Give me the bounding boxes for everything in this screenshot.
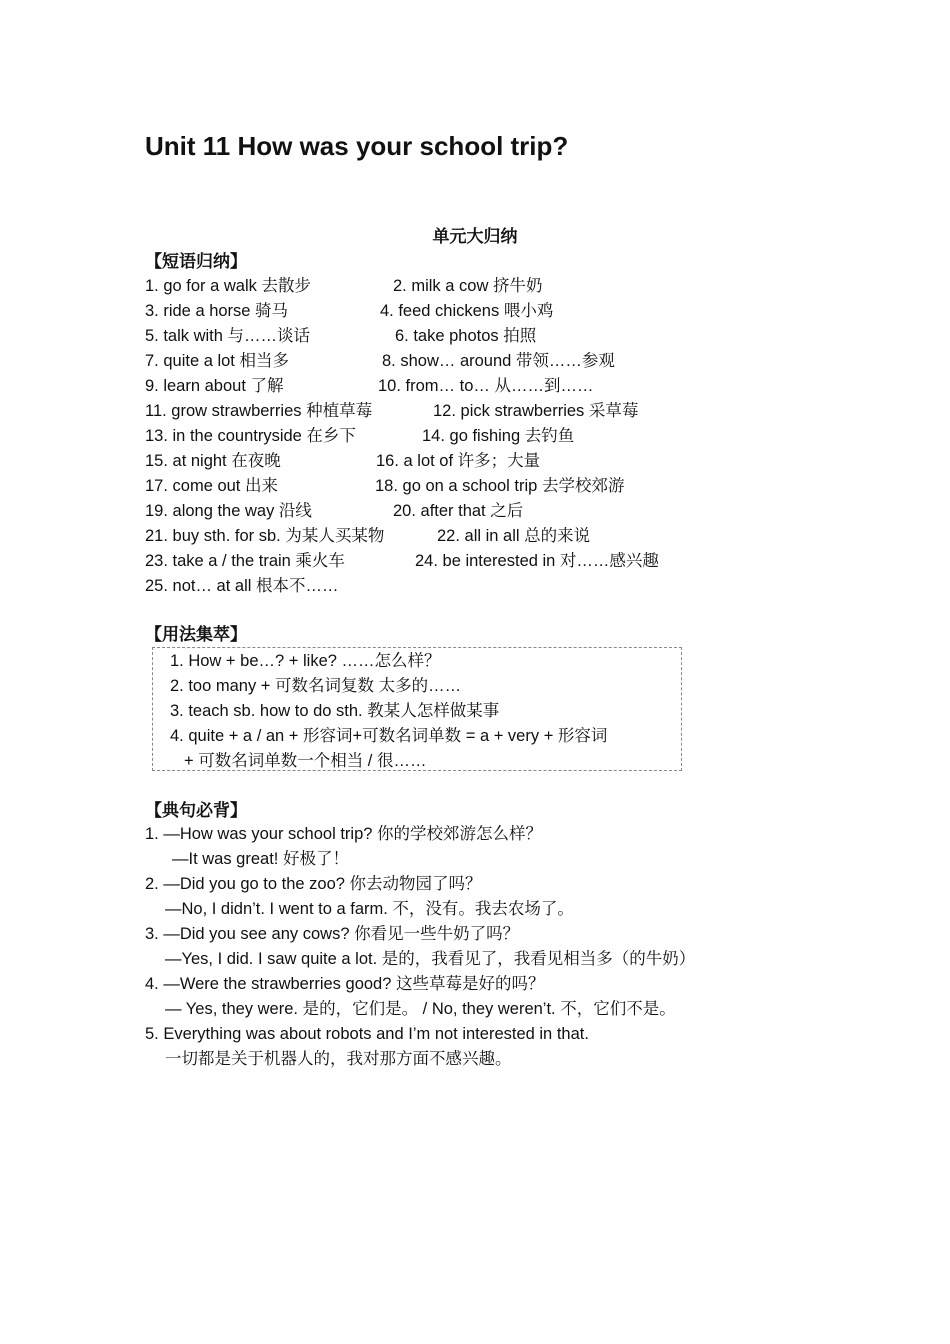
sentence-line: —Yes, I did. I saw quite a lot. 是的，我看见了，我看见相当多（的牛奶） bbox=[165, 950, 696, 968]
sentence-line: — Yes, they were. 是的，它们是。 / No, they weren’t. 不，它们不是。 bbox=[165, 1000, 676, 1018]
phrase-item: 16. a lot of 许多；大量 bbox=[376, 452, 541, 470]
phrase-row bbox=[145, 324, 785, 349]
sentence-line: 5. Everything was about robots and I’m not interested in that. bbox=[145, 1025, 589, 1043]
phrase-item: 22. all in all 总的来说 bbox=[437, 527, 591, 545]
sentences-heading: 【典句必背】 bbox=[145, 801, 247, 820]
phrases-heading: 【短语归纳】 bbox=[145, 252, 247, 271]
phrase-row bbox=[145, 374, 785, 399]
phrase-item: 24. be interested in 对……感兴趣 bbox=[415, 552, 659, 570]
phrase-item: 4. feed chickens 喂小鸡 bbox=[380, 302, 554, 320]
sentence-line: 一切都是关于机器人的，我对那方面不感兴趣。 bbox=[165, 1050, 512, 1068]
phrase-item: 17. come out 出来 bbox=[145, 477, 278, 495]
phrase-item: 2. milk a cow 挤牛奶 bbox=[393, 277, 543, 295]
sentence-line: —It was great! 好极了！ bbox=[172, 850, 349, 868]
phrase-item: 14. go fishing 去钓鱼 bbox=[422, 427, 575, 445]
phrase-item: 23. take a / the train 乘火车 bbox=[145, 552, 345, 570]
phrase-item: 5. talk with 与……谈话 bbox=[145, 327, 311, 345]
phrase-row bbox=[145, 274, 785, 299]
phrase-item: 8. show… around 带领……参观 bbox=[382, 352, 615, 370]
usage-item: 2. too many + 可数名词复数 太多的…… bbox=[170, 677, 462, 695]
phrase-item: 15. at night 在夜晚 bbox=[145, 452, 281, 470]
phrase-item: 7. quite a lot 相当多 bbox=[145, 352, 289, 370]
phrase-row bbox=[145, 299, 785, 324]
phrase-row bbox=[145, 449, 785, 474]
page-title: Unit 11 How was your school trip? bbox=[145, 131, 569, 161]
phrase-item: 19. along the way 沿线 bbox=[145, 502, 312, 520]
phrase-item: 10. from… to… 从……到…… bbox=[378, 377, 594, 395]
phrase-row bbox=[145, 524, 785, 549]
usage-box bbox=[152, 647, 682, 771]
phrase-row bbox=[145, 499, 785, 524]
phrase-row bbox=[145, 349, 785, 374]
phrase-item: 13. in the countryside 在乡下 bbox=[145, 427, 356, 445]
sentence-line: 2. —Did you go to the zoo? 你去动物园了吗？ bbox=[145, 875, 482, 893]
usage-item: 1. How + be…? + like? ……怎么样？ bbox=[170, 652, 441, 670]
usage-item: 3. teach sb. how to do sth. 教某人怎样做某事 bbox=[170, 702, 500, 720]
sentence-line: 3. —Did you see any cows? 你看见一些牛奶了吗？ bbox=[145, 925, 520, 943]
phrase-item: 3. ride a horse 骑马 bbox=[145, 302, 289, 320]
sentence-line: 4. —Were the strawberries good? 这些草莓是好的吗？ bbox=[145, 975, 545, 993]
sentence-line: —No, I didn’t. I went to a farm. 不，没有。我去农场了。 bbox=[165, 900, 574, 918]
phrase-item: 25. not… at all 根本不…… bbox=[145, 577, 339, 595]
phrase-row bbox=[145, 474, 785, 499]
unit-summary-heading: 单元大归纳 bbox=[432, 227, 518, 246]
sentence-line: 1. —How was your school trip? 你的学校郊游怎么样？ bbox=[145, 825, 543, 843]
phrase-item: 6. take photos 拍照 bbox=[395, 327, 537, 345]
phrase-item: 11. grow strawberries 种植草莓 bbox=[145, 402, 373, 420]
phrase-item: 9. learn about 了解 bbox=[145, 377, 284, 395]
phrase-item: 20. after that 之后 bbox=[393, 502, 524, 520]
phrase-row bbox=[145, 424, 785, 449]
phrase-row bbox=[145, 399, 785, 424]
phrase-list bbox=[145, 274, 785, 599]
phrase-row bbox=[145, 549, 785, 574]
phrase-item: 18. go on a school trip 去学校郊游 bbox=[375, 477, 625, 495]
phrase-item: 1. go for a walk 去散步 bbox=[145, 277, 311, 295]
usage-item: + 可数名词单数一个相当 / 很…… bbox=[184, 752, 427, 770]
phrase-item: 21. buy sth. for sb. 为某人买某物 bbox=[145, 527, 385, 545]
usage-item: 4. quite + a / an + 形容词+可数名词单数 = a + very + 形容词 bbox=[170, 727, 608, 745]
phrase-row bbox=[145, 574, 785, 599]
usage-heading: 【用法集萃】 bbox=[145, 625, 247, 644]
phrase-item: 12. pick strawberries 采草莓 bbox=[433, 402, 639, 420]
